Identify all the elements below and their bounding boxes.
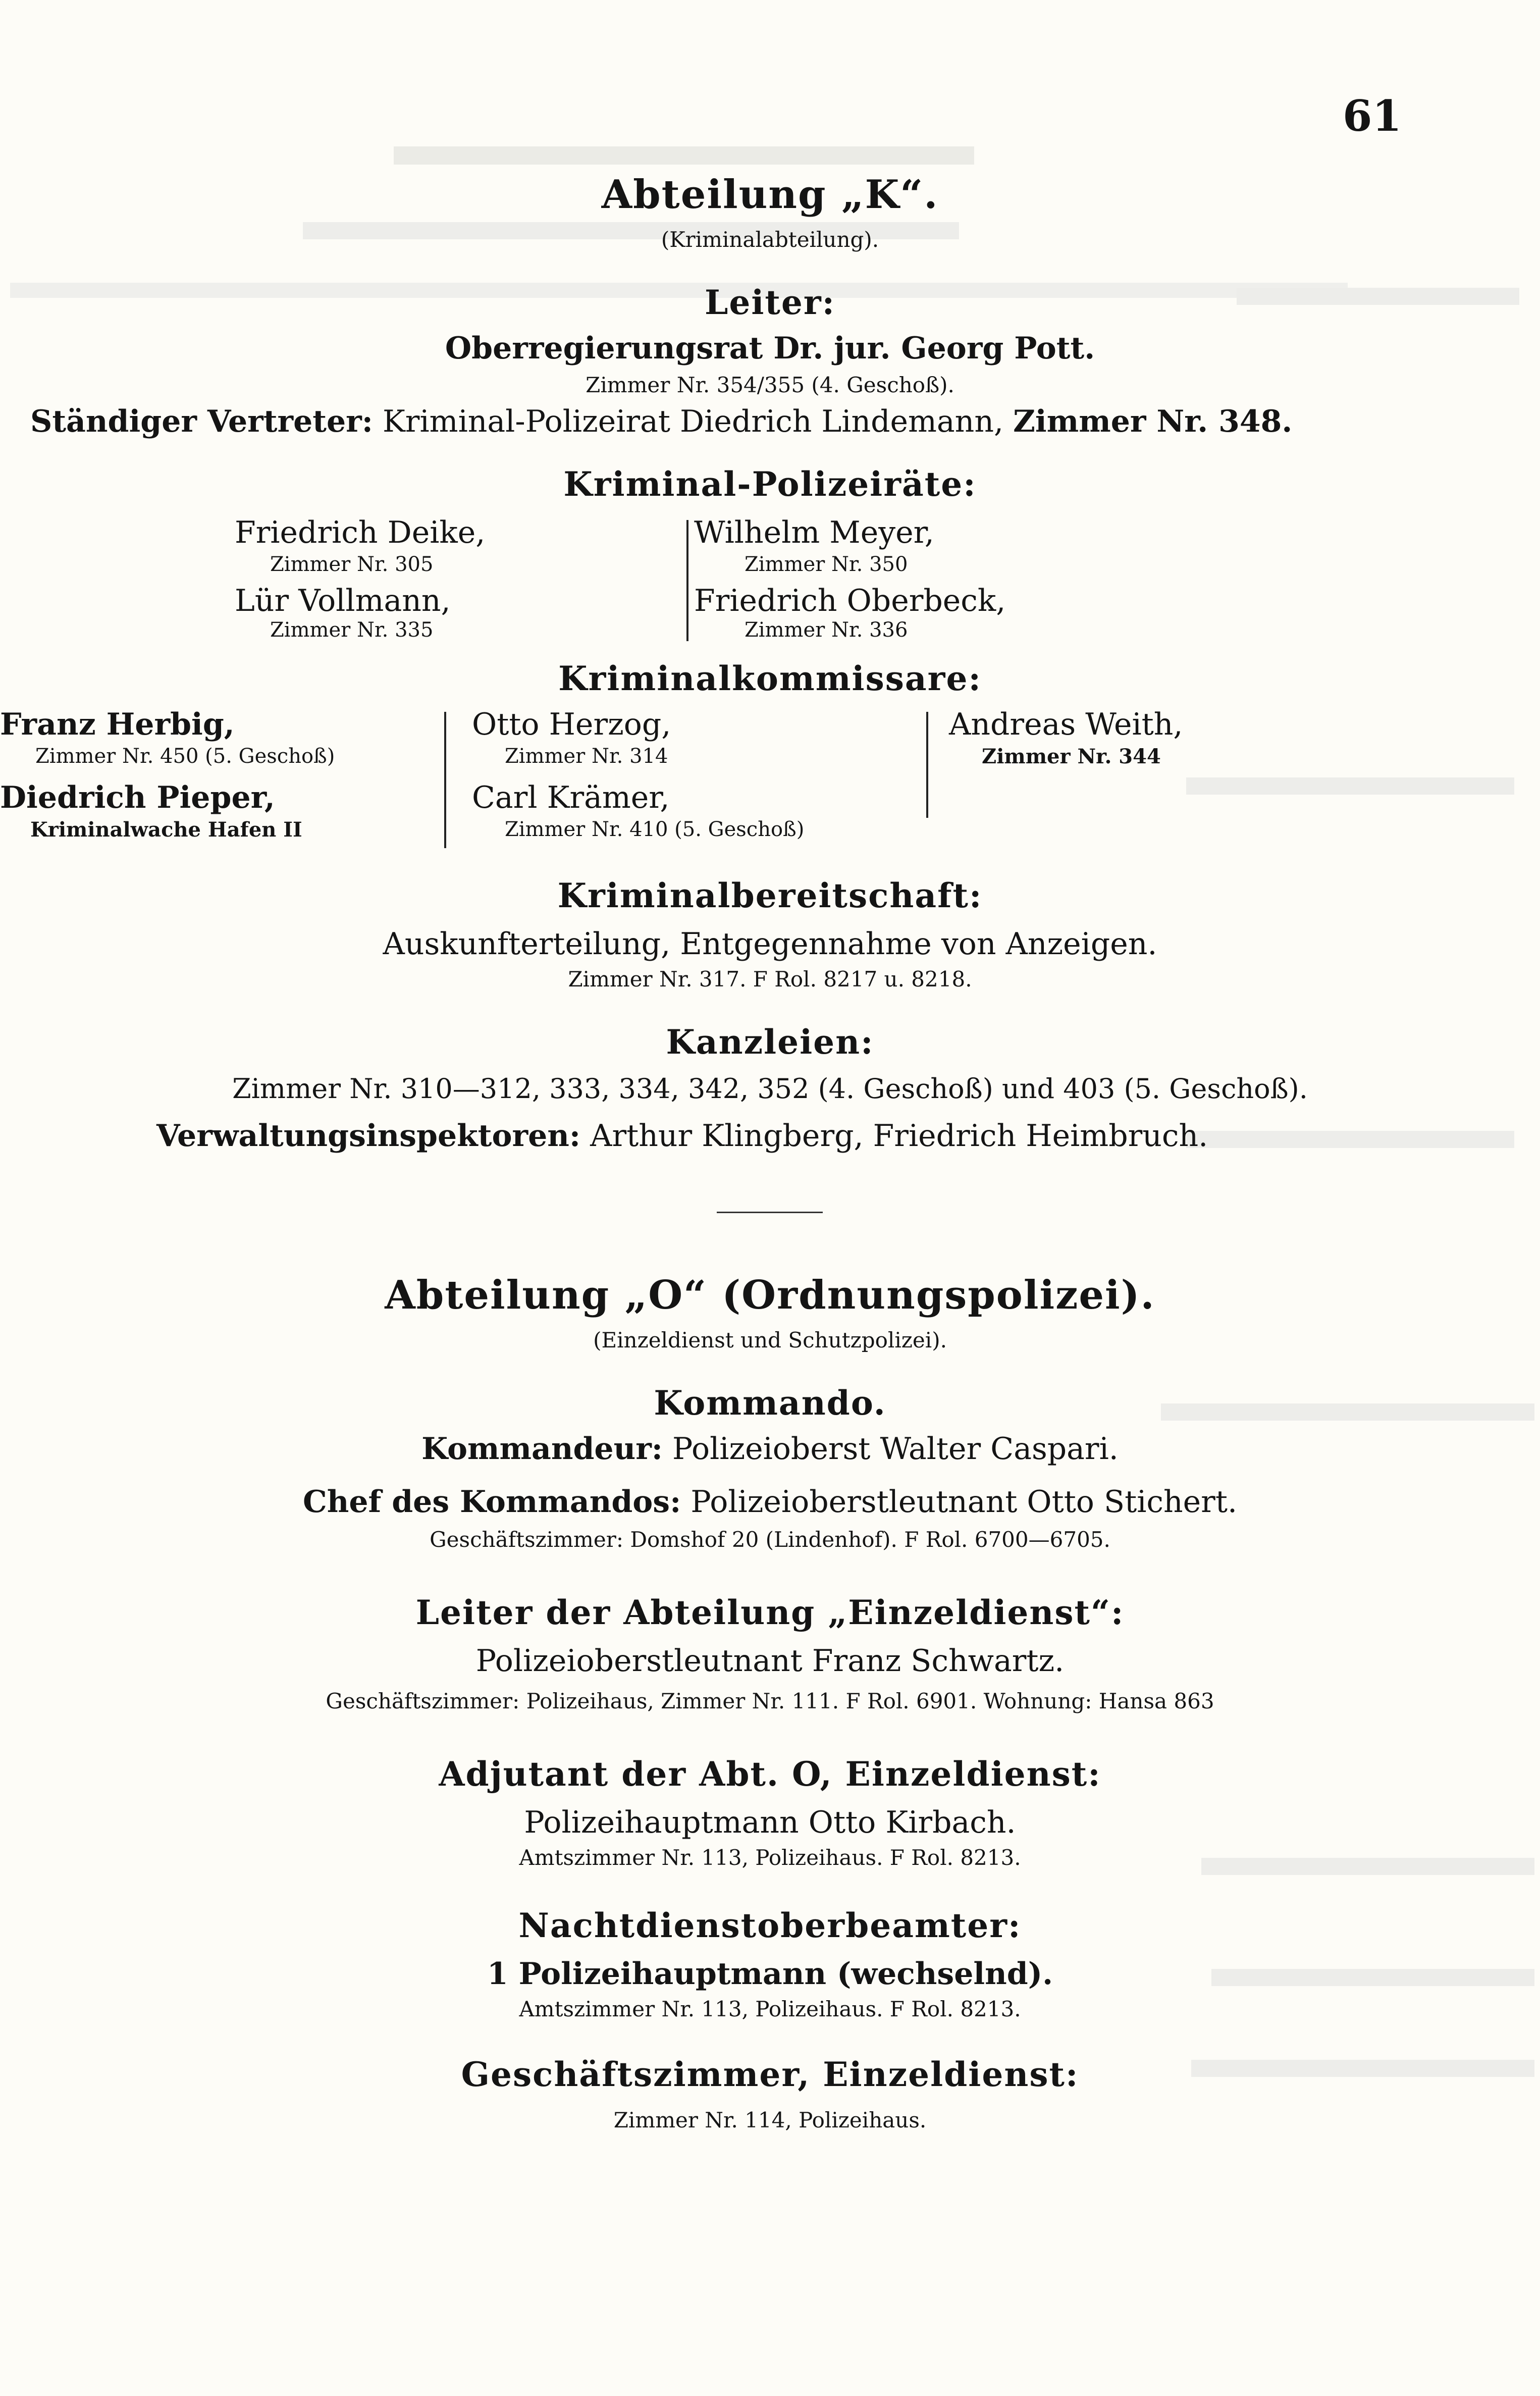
chef-label: Chef des Kommandos: xyxy=(302,1484,681,1520)
kommissar-name: Franz Herbig, xyxy=(0,707,235,742)
leiter-name: Oberregierungsrat Dr. jur. Georg Pott. xyxy=(445,331,1095,366)
rat-name: Lür Vollmann, xyxy=(235,583,451,618)
kanzleien-text: Zimmer Nr. 310—312, 333, 334, 342, 352 (4. Geschoß) und 403 (5. Geschoß). xyxy=(232,1073,1308,1105)
column-divider xyxy=(444,712,446,848)
nachtdienst-room: Amtszimmer Nr. 113, Polizeihaus. F Rol. 8213. xyxy=(519,1997,1021,2021)
kommissar-room: Kriminalwache Hafen II xyxy=(30,818,302,842)
kommissar-room: Zimmer Nr. 314 xyxy=(505,745,668,768)
adjutant-room: Amtszimmer Nr. 113, Polizeihaus. F Rol. 8213. xyxy=(519,1845,1021,1870)
leiter-heading: Leiter: xyxy=(704,283,836,322)
kanzleien-heading: Kanzleien: xyxy=(666,1022,874,1062)
raete-heading: Kriminal-Polizeiräte: xyxy=(563,464,977,504)
geschaeftszimmer-heading: Geschäftszimmer, Einzeldienst: xyxy=(461,2055,1079,2094)
kommandeur-label: Kommandeur: xyxy=(421,1431,663,1467)
rat-name: Wilhelm Meyer, xyxy=(694,515,934,550)
section-title-o: Abteilung „O“ (Ordnungspolizei). xyxy=(385,1272,1155,1318)
vertreter-label: Ständiger Vertreter: xyxy=(30,404,373,439)
rat-room: Zimmer Nr. 335 xyxy=(270,618,434,642)
kommando-heading: Kommando. xyxy=(654,1383,886,1423)
kommissar-name: Diedrich Pieper, xyxy=(0,780,275,815)
rat-room: Zimmer Nr. 336 xyxy=(745,618,908,642)
kommissar-name: Carl Krämer, xyxy=(472,780,670,815)
adjutant-heading: Adjutant der Abt. O, Einzeldienst: xyxy=(439,1754,1101,1794)
kommissar-room: Zimmer Nr. 410 (5. Geschoß) xyxy=(505,818,805,841)
adjutant-name: Polizeihauptmann Otto Kirbach. xyxy=(524,1805,1016,1840)
nachtdienst-name: 1 Polizeihauptmann (wechselnd). xyxy=(487,1956,1053,1992)
kommissar-room: Zimmer Nr. 344 xyxy=(982,745,1161,768)
kommissar-name: Otto Herzog, xyxy=(472,707,671,742)
kommandeur-line xyxy=(0,1431,1540,1467)
inspektoren-text: Arthur Klingberg, Friedrich Heimbruch. xyxy=(590,1118,1208,1154)
section-divider xyxy=(717,1212,823,1213)
section-subtitle-o: (Einzeldienst und Schutzpolizei). xyxy=(593,1328,947,1352)
vertreter-line xyxy=(30,404,1292,439)
vertreter-room: Zimmer Nr. 348. xyxy=(1013,404,1293,439)
chef-room: Geschäftszimmer: Domshof 20 (Lindenhof). F Rol. 6700—6705. xyxy=(430,1527,1110,1552)
kommissare-heading: Kriminalkommissare: xyxy=(558,659,982,698)
section-subtitle-k: (Kriminalabteilung). xyxy=(661,227,879,252)
kommandeur-text: Polizeioberst Walter Caspari. xyxy=(672,1431,1119,1467)
einzeldienst-leiter-heading: Leiter der Abteilung „Einzeldienst“: xyxy=(415,1593,1125,1632)
nachtdienst-heading: Nachtdienstoberbeamter: xyxy=(518,1906,1022,1945)
rat-room: Zimmer Nr. 305 xyxy=(270,553,434,576)
einzeldienst-leiter-room: Geschäftszimmer: Polizeihaus, Zimmer Nr. 111. F Rol. 6901. Wohnung: Hansa 863 xyxy=(326,1689,1214,1713)
einzeldienst-leiter-name: Polizeioberstleutnant Franz Schwartz. xyxy=(475,1643,1065,1679)
inspektoren-label: Verwaltungsinspektoren: xyxy=(156,1118,581,1154)
section-title-k: Abteilung „K“. xyxy=(601,172,939,218)
bereitschaft-heading: Kriminalbereitschaft: xyxy=(557,876,983,915)
leiter-room: Zimmer Nr. 354/355 (4. Geschoß). xyxy=(586,373,954,397)
bereitschaft-text: Auskunfterteilung, Entgegennahme von Anzeigen. xyxy=(383,926,1157,962)
bereitschaft-room: Zimmer Nr. 317. F Rol. 8217 u. 8218. xyxy=(568,967,972,992)
column-divider xyxy=(926,712,928,818)
geschaeftszimmer-room: Zimmer Nr. 114, Polizeihaus. xyxy=(613,2108,927,2132)
chef-text: Polizeioberstleutnant Otto Stichert. xyxy=(691,1484,1238,1520)
rat-name: Friedrich Deike, xyxy=(235,515,486,550)
kommissar-room: Zimmer Nr. 450 (5. Geschoß) xyxy=(35,745,335,768)
chef-line xyxy=(0,1484,1540,1520)
rat-room: Zimmer Nr. 350 xyxy=(745,553,908,576)
vertreter-text: Kriminal-Polizeirat Diedrich Lindemann, xyxy=(382,404,1004,439)
kommissar-name: Andreas Weith, xyxy=(949,707,1183,742)
rat-name: Friedrich Oberbeck, xyxy=(694,583,1006,618)
column-divider xyxy=(686,520,688,641)
inspektoren-line xyxy=(156,1118,1208,1154)
page-number: 61 xyxy=(1343,91,1402,141)
